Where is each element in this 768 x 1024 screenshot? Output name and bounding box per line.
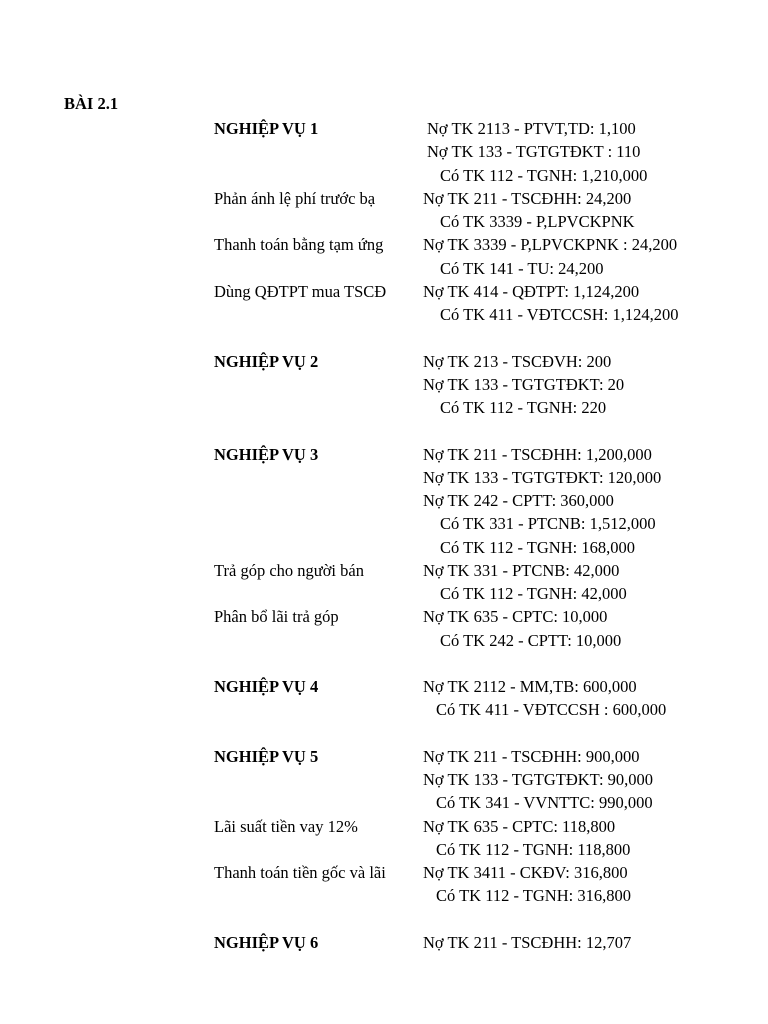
journal-entry: Nợ TK 3339 - P,LPVCKPNK : 24,200 [423,235,678,255]
table-row [0,350,768,373]
journal-entry: Có TK 341 - VVNTTC: 990,000 [436,793,653,813]
transaction-description: Dùng QĐTPT mua TSCĐ [214,281,387,301]
table-row [0,931,768,954]
table-row [0,838,768,861]
journal-entry: Nợ TK 211 - TSCĐHH: 24,200 [423,188,632,208]
journal-entry: Có TK 331 - PTCNB: 1,512,000 [440,514,656,534]
table-row [0,791,768,814]
journal-entry: Nợ TK 211 - TSCĐHH: 900,000 [423,746,640,766]
journal-entry: Nợ TK 3411 - CKĐV: 316,800 [423,863,628,882]
journal-entry: Có TK 141 - TU: 24,200 [440,258,604,278]
page-title: BÀI 2.1 [64,94,119,113]
transaction-description: Thanh toán tiền gốc và lãi [214,863,386,882]
transaction-heading: NGHIỆP VỤ 4 [214,677,319,696]
table-row [0,605,768,628]
table-row [0,768,768,791]
table-row [0,164,768,187]
table-row [0,629,768,652]
table-row [0,489,768,512]
journal-entry: Nợ TK 133 - TGTGTĐKT: 120,000 [423,467,662,487]
transaction-description: Trả góp cho người bán [214,560,364,580]
table-row [0,512,768,535]
table-row [0,303,768,326]
journal-entry: Nợ TK 211 - TSCĐHH: 12,707 [423,932,632,952]
journal-entry: Nợ TK 133 - TGTGTĐKT: 90,000 [423,770,654,789]
journal-entry: Có TK 112 - TGNH: 42,000 [440,584,627,603]
table-row [0,908,768,931]
table-row [0,280,768,303]
journal-entry: Nợ TK 635 - CPTC: 118,800 [423,816,616,836]
journal-entry: Nợ TK 242 - CPTT: 360,000 [423,491,614,510]
table-row [0,233,768,256]
journal-entry: Có TK 3339 - P,LPVCKPNK [440,212,635,231]
table-row [0,419,768,442]
journal-entry: Có TK 112 - TGNH: 220 [440,398,607,417]
table-row [0,815,768,838]
table-row [0,326,768,349]
table-row [0,722,768,745]
transaction-heading: NGHIỆP VỤ 1 [214,119,319,138]
table-row [0,443,768,466]
table-row [0,466,768,489]
table-row [0,861,768,884]
table-row [0,582,768,605]
table-row [0,652,768,675]
transaction-heading: NGHIỆP VỤ 6 [214,932,319,952]
journal-entry: Nợ TK 133 - TGTGTĐKT : 110 [427,142,641,162]
table-row [0,117,768,140]
journal-entry: Có TK 411 - VĐTCCSH : 600,000 [436,700,667,720]
table-row [0,187,768,210]
table-row [0,559,768,582]
table-row [0,884,768,907]
table-row [0,210,768,233]
transaction-description: Phản ánh lệ phí trước bạ [214,188,376,208]
table-row [0,698,768,721]
transaction-description: Lãi suất tiền vay 12% [214,816,358,836]
journal-entry: Nợ TK 331 - PTCNB: 42,000 [423,560,620,580]
table-row [0,140,768,163]
journal-entry: Có TK 242 - CPTT: 10,000 [440,630,622,650]
journal-entry: Có TK 112 - TGNH: 118,800 [436,839,631,859]
journal-entry: Nợ TK 635 - CPTC: 10,000 [423,607,608,627]
journal-entry: Nợ TK 2112 - MM,TB: 600,000 [423,677,637,696]
journal-entry: Nợ TK 2113 - PTVT,TD: 1,100 [427,119,636,138]
transaction-heading: NGHIỆP VỤ 3 [214,444,319,464]
table-row [0,675,768,698]
journal-entry: Có TK 411 - VĐTCCSH: 1,124,200 [440,305,679,324]
journal-entry: Nợ TK 211 - TSCĐHH: 1,200,000 [423,444,652,464]
transaction-description: Thanh toán bằng tạm ứng [214,235,384,255]
table-row [0,536,768,559]
journal-entry: Nợ TK 414 - QĐTPT: 1,124,200 [423,281,640,301]
transaction-heading: NGHIỆP VỤ 2 [214,351,319,371]
journal-entry: Nợ TK 133 - TGTGTĐKT: 20 [423,374,625,394]
table-row [0,373,768,396]
table-row [0,257,768,280]
journal-entries-table [0,117,768,954]
table-row [0,745,768,768]
table-row [0,396,768,419]
transaction-description: Phân bổ lãi trả góp [214,607,339,627]
journal-entry: Có TK 112 - TGNH: 316,800 [436,886,631,906]
journal-entry: Có TK 112 - TGNH: 168,000 [440,537,635,557]
journal-entry: Có TK 112 - TGNH: 1,210,000 [440,165,648,185]
journal-entry: Nợ TK 213 - TSCĐVH: 200 [423,351,612,371]
transaction-heading: NGHIỆP VỤ 5 [214,746,319,766]
